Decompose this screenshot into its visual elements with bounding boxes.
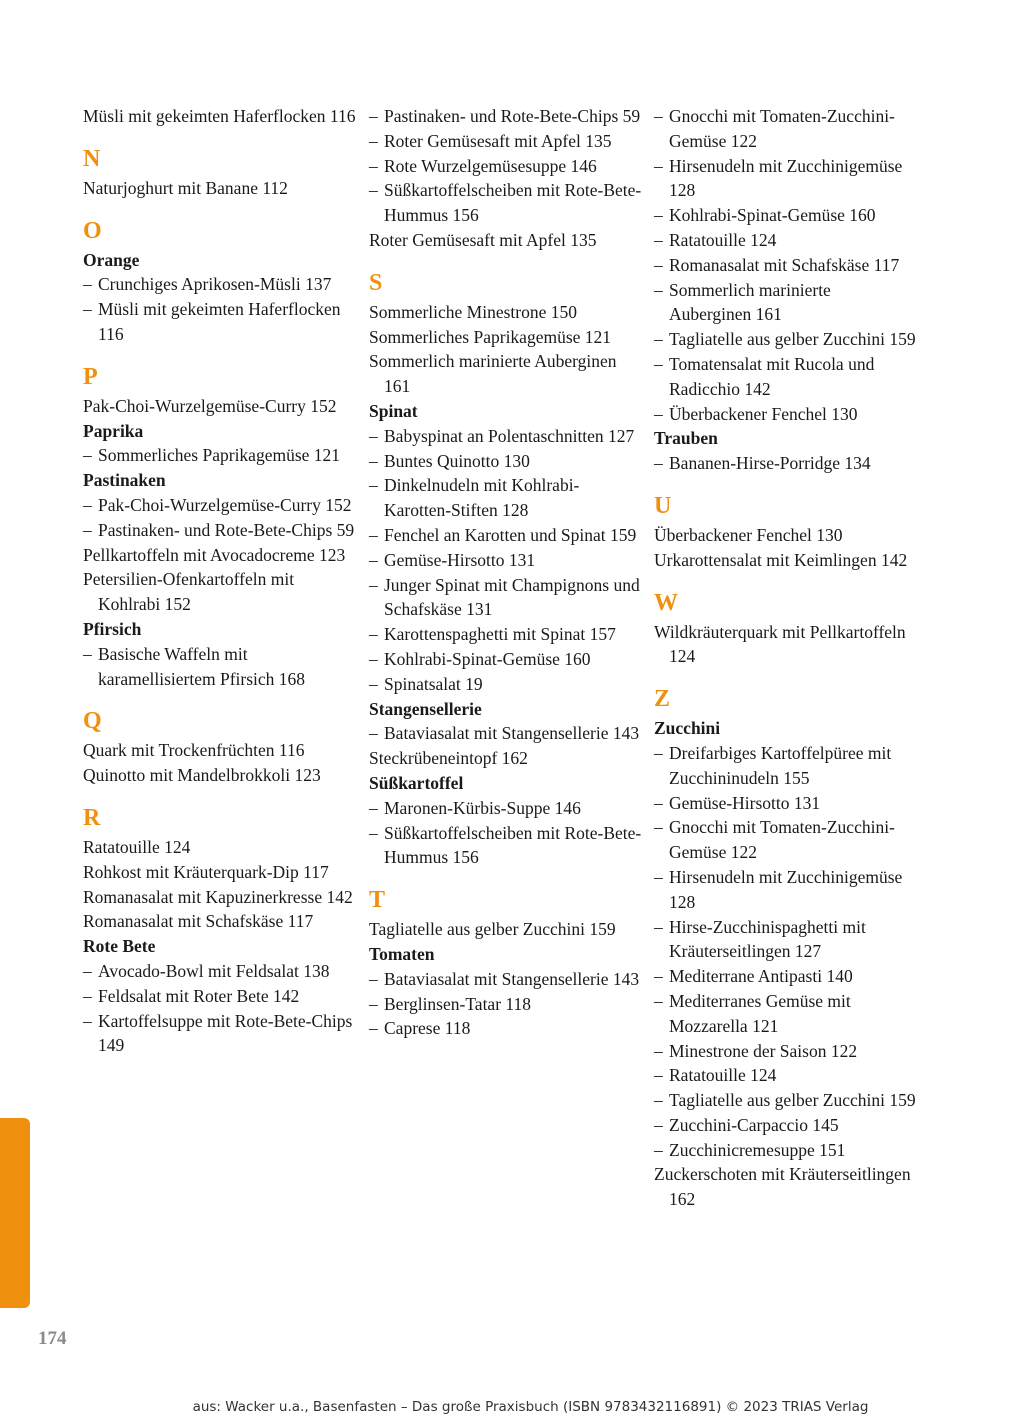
index-subentry: [654, 865, 916, 915]
index-letter: [654, 684, 916, 714]
index-text: Süßkartoffel: [369, 772, 464, 793]
index-text: Mediterrane Antipasti 140: [669, 966, 853, 987]
index-text: Naturjoghurt mit Banane 112: [83, 177, 288, 198]
index-subentry: [83, 984, 359, 1009]
index-subentry: [654, 741, 916, 791]
index-text: Bananen-Hirse-Porridge 134: [669, 453, 871, 474]
index-text: Sommerlich marinierte Auberginen 161: [669, 279, 831, 325]
page-number: 174: [38, 1328, 67, 1349]
index-text: Stangensellerie: [369, 698, 482, 719]
index-text: Quinotto mit Mandelbrokkoli 123: [83, 765, 321, 786]
dash-marker: –: [654, 1090, 663, 1111]
index-text: Ratatouille 124: [669, 229, 777, 250]
index-text: Kohlrabi-Spinat-Gemüse 160: [669, 205, 876, 226]
dash-marker: –: [369, 475, 378, 496]
dash-marker: –: [654, 254, 663, 275]
index-keyword: [369, 942, 645, 967]
index-entry: [83, 738, 359, 763]
index-letter: [369, 268, 645, 298]
index-text: Dinkelnudeln mit Kohlrabi-Karotten-Stiften 128: [384, 475, 580, 521]
dash-marker: –: [83, 494, 92, 515]
dash-marker: –: [654, 792, 663, 813]
index-text: Überbackener Fenchel 130: [654, 524, 843, 545]
dash-marker: –: [369, 993, 378, 1014]
index-subentry: [369, 622, 645, 647]
index-entry: [654, 620, 916, 670]
index-text: Rohkost mit Kräuterquark-Dip 117: [83, 861, 329, 882]
index-text: Paprika: [83, 420, 144, 441]
dash-marker: –: [83, 445, 92, 466]
index-subentry: [83, 518, 359, 543]
index-subentry: [83, 493, 359, 518]
index-keyword: [369, 697, 645, 722]
index-text: Avocado-Bowl mit Feldsalat 138: [98, 960, 330, 981]
index-text: Müsli mit gekeimten Haferflocken 116: [98, 299, 341, 344]
index-text: Romanasalat mit Schafskäse 117: [669, 254, 900, 275]
dash-marker: –: [654, 1065, 663, 1086]
index-text: Tomaten: [369, 943, 435, 964]
index-entry: [83, 835, 359, 860]
index-subentry: [654, 989, 916, 1039]
index-subentry: [654, 1138, 916, 1163]
index-entry: [369, 746, 645, 771]
index-text: Gnocchi mit Tomaten-Zucchini-Gemüse 122: [669, 106, 895, 151]
index-subentry: [654, 791, 916, 816]
index-text: Sommerliche Minestrone 150: [369, 301, 578, 322]
index-text: Hirsenudeln mit Zucchinigemüse 128: [669, 866, 903, 912]
index-subentry: [369, 796, 645, 821]
index-subentry: [369, 104, 645, 129]
index-text: R: [83, 804, 101, 831]
index-text: Pfirsich: [83, 618, 142, 639]
index-text: Crunchiges Aprikosen-Müsli 137: [98, 274, 332, 295]
index-text: Pellkartoffeln mit Avocadocreme 123: [83, 544, 346, 565]
index-subentry: [83, 959, 359, 984]
index-text: Müsli mit gekeimten Haferflocken 116: [83, 106, 356, 126]
index-text: Spinat: [369, 400, 418, 421]
index-text: Junger Spinat mit Champignons und Schafskäse 131: [384, 574, 640, 620]
dash-marker: –: [369, 648, 378, 669]
index-subentry: [369, 821, 645, 871]
index-text: Steckrübeneintopf 162: [369, 748, 528, 769]
index-text: W: [654, 589, 678, 616]
index-subentry: [654, 352, 916, 402]
index-letter: [83, 144, 359, 174]
index-text: Überbackener Fenchel 130: [669, 403, 858, 424]
dash-marker: –: [654, 205, 663, 226]
dash-marker: –: [654, 106, 663, 126]
dash-marker: –: [369, 822, 378, 843]
index-text: Pastinaken- und Rote-Bete-Chips 59: [384, 106, 641, 126]
index-letter: [369, 885, 645, 915]
index-subentry: [369, 1016, 645, 1041]
index-entry: [83, 909, 359, 934]
index-text: Süßkartoffelscheiben mit Rote-Bete-Hummus 156: [384, 822, 642, 868]
index-text: Ratatouille 124: [669, 1065, 777, 1086]
section-tab: [0, 1118, 30, 1308]
index-text: Tagliatelle aus gelber Zucchini 159: [669, 1090, 916, 1111]
dash-marker: –: [654, 353, 663, 374]
index-letter: [654, 588, 916, 618]
index-subentry: [83, 443, 359, 468]
index-text: Zucchinicremesuppe 151: [669, 1139, 846, 1160]
index-text: Zuckerschoten mit Kräuterseitlingen 162: [654, 1164, 911, 1210]
index-subentry: [654, 1039, 916, 1064]
index-entry: [83, 763, 359, 788]
index-text: Minestrone der Saison 122: [669, 1040, 858, 1061]
index-text: Roter Gemüsesaft mit Apfel 135: [384, 130, 612, 151]
index-subentry: [654, 1088, 916, 1113]
index-subentry: [369, 573, 645, 623]
dash-marker: –: [369, 524, 378, 545]
dash-marker: –: [654, 916, 663, 937]
index-entry: [83, 104, 359, 129]
dash-marker: –: [654, 155, 663, 176]
index-text: Kartoffelsuppe mit Rote-Bete-Chips 149: [98, 1010, 353, 1056]
dash-marker: –: [654, 742, 663, 763]
index-subentry: [654, 154, 916, 204]
dash-marker: –: [654, 990, 663, 1011]
dash-marker: –: [654, 866, 663, 887]
dash-marker: –: [369, 106, 378, 126]
index-text: N: [83, 145, 101, 172]
index-text: O: [83, 217, 102, 244]
index-text: Gemüse-Hirsotto 131: [669, 792, 821, 813]
index-subentry: [369, 721, 645, 746]
index-subentry: [369, 424, 645, 449]
index-text: Hirse-Zucchinispaghetti mit Kräuterseitlingen 127: [669, 916, 866, 962]
index-text: Pak-Choi-Wurzelgemüse-Curry 152: [98, 494, 352, 515]
dash-marker: –: [369, 968, 378, 989]
index-text: Quark mit Trockenfrüchten 116: [83, 740, 305, 761]
index-text: Zucchini-Carpaccio 145: [669, 1114, 839, 1135]
index-text: Dreifarbiges Kartoffelpüree mit Zucchininudeln 155: [669, 742, 892, 788]
dash-marker: –: [369, 130, 378, 151]
index-text: P: [83, 363, 98, 390]
index-subentry: [369, 129, 645, 154]
index-text: Wildkräuterquark mit Pellkartoffeln 124: [654, 621, 906, 667]
index-subentry: [369, 154, 645, 179]
index-entry: [654, 548, 916, 573]
index-subentry: [654, 964, 916, 989]
index-entry: [369, 300, 645, 325]
index-text: Caprese 118: [384, 1018, 471, 1039]
index-subentry: [369, 967, 645, 992]
index-subentry: [654, 327, 916, 352]
index-subentry: [654, 915, 916, 965]
index-text: Maronen-Kürbis-Suppe 146: [384, 797, 581, 818]
index-column-1: [83, 104, 359, 1058]
index-text: Zucchini: [654, 718, 721, 739]
index-entry: [369, 228, 645, 253]
dash-marker: –: [654, 1114, 663, 1135]
index-text: Trauben: [654, 428, 718, 449]
index-text: Berglinsen-Tatar 118: [384, 993, 531, 1014]
index-subentry: [654, 451, 916, 476]
index-subentry: [654, 203, 916, 228]
index-text: Basische Waffeln mit karamellisiertem Pfirsich 168: [98, 643, 306, 689]
index-letter: [83, 216, 359, 246]
index-text: Pastinaken- und Rote-Bete-Chips 59: [98, 519, 355, 540]
index-text: Tagliatelle aus gelber Zucchini 159: [669, 329, 916, 350]
index-text: Spinatsalat 19: [384, 673, 483, 694]
index-keyword: [654, 716, 916, 741]
index-text: Ratatouille 124: [83, 836, 191, 857]
index-text: Z: [654, 686, 671, 713]
dash-marker: –: [369, 797, 378, 818]
index-subentry: [369, 523, 645, 548]
dash-marker: –: [654, 1139, 663, 1160]
index-keyword: [369, 771, 645, 796]
index-entry: [654, 523, 916, 548]
index-text: Roter Gemüsesaft mit Apfel 135: [369, 229, 597, 250]
dash-marker: –: [369, 574, 378, 595]
index-text: Gemüse-Hirsotto 131: [384, 549, 536, 570]
index-text: Gnocchi mit Tomaten-Zucchini-Gemüse 122: [669, 817, 895, 863]
dash-marker: –: [83, 519, 92, 540]
index-text: Karottenspaghetti mit Spinat 157: [384, 624, 616, 645]
index-text: S: [369, 269, 383, 296]
index-text: Bataviasalat mit Stangensellerie 143: [384, 968, 640, 989]
index-letter: [83, 803, 359, 833]
index-entry: [83, 860, 359, 885]
dash-marker: –: [369, 624, 378, 645]
index-entry: [83, 176, 359, 201]
index-keyword: [83, 617, 359, 642]
dash-marker: –: [369, 1018, 378, 1039]
index-text: Rote Wurzelgemüsesuppe 146: [384, 155, 597, 176]
index-text: Babyspinat an Polentaschnitten 127: [384, 425, 635, 446]
index-text: Sommerliches Paprikagemüse 121: [98, 445, 341, 466]
dash-marker: –: [369, 549, 378, 570]
dash-marker: –: [654, 817, 663, 838]
dash-marker: –: [369, 450, 378, 471]
footer-citation: aus: Wacker u.a., Basenfasten – Das große Praxisbuch (ISBN 9783432116891) © 2023 TRIAS Verlag: [192, 1399, 869, 1415]
index-subentry: [369, 992, 645, 1017]
index-subentry: [369, 672, 645, 697]
index-entry: [83, 885, 359, 910]
index-subentry: [369, 449, 645, 474]
index-entry: [83, 543, 359, 568]
index-text: U: [654, 492, 672, 519]
index-text: Q: [83, 708, 102, 735]
dash-marker: –: [83, 643, 92, 664]
dash-marker: –: [654, 329, 663, 350]
index-subentry: [654, 1113, 916, 1138]
index-subentry: [83, 642, 359, 692]
index-text: Sommerliches Paprikagemüse 121: [369, 326, 612, 347]
dash-marker: –: [369, 425, 378, 446]
dash-marker: –: [654, 229, 663, 250]
index-text: Orange: [83, 249, 140, 270]
index-subentry: [654, 228, 916, 253]
dash-marker: –: [83, 960, 92, 981]
index-keyword: [369, 399, 645, 424]
dash-marker: –: [369, 723, 378, 744]
index-letter: [83, 706, 359, 736]
index-subentry: [369, 548, 645, 573]
index-entry: [83, 394, 359, 419]
index-keyword: [83, 419, 359, 444]
index-text: Urkarottensalat mit Keimlingen 142: [654, 549, 908, 570]
index-text: Feldsalat mit Roter Bete 142: [98, 985, 300, 1006]
index-entry: [369, 325, 645, 350]
dash-marker: –: [369, 673, 378, 694]
index-keyword: [83, 248, 359, 273]
index-keyword: [83, 934, 359, 959]
index-subentry: [83, 272, 359, 297]
index-text: T: [369, 887, 386, 914]
index-text: Petersilien-Ofenkartoffeln mit Kohlrabi 152: [83, 569, 295, 615]
index-text: Romanasalat mit Schafskäse 117: [83, 911, 314, 932]
index-subentry: [654, 253, 916, 278]
index-column-3: [654, 104, 916, 1212]
index-text: Mediterranes Gemüse mit Mozzarella 121: [669, 990, 851, 1036]
index-text: Tagliatelle aus gelber Zucchini 159: [369, 919, 616, 940]
dash-marker: –: [83, 1010, 92, 1031]
index-text: Rote Bete: [83, 936, 156, 957]
index-text: Süßkartoffelscheiben mit Rote-Bete-Hummus 156: [384, 180, 642, 226]
index-subentry: [369, 473, 645, 523]
dash-marker: –: [654, 279, 663, 300]
dash-marker: –: [654, 453, 663, 474]
index-subentry: [83, 1009, 359, 1059]
index-subentry: [83, 297, 359, 347]
index-keyword: [83, 468, 359, 493]
dash-marker: –: [83, 985, 92, 1006]
index-text: Tomatensalat mit Rucola und Radicchio 142: [669, 353, 875, 399]
index-text: Sommerlich marinierte Auberginen 161: [369, 351, 617, 397]
index-letter: [83, 362, 359, 392]
index-text: Pastinaken: [83, 470, 166, 491]
index-text: Hirsenudeln mit Zucchinigemüse 128: [669, 155, 903, 201]
dash-marker: –: [654, 1040, 663, 1061]
index-text: Bataviasalat mit Stangensellerie 143: [384, 723, 640, 744]
dash-marker: –: [654, 403, 663, 424]
index-entry: [83, 567, 359, 617]
index-letter: [654, 491, 916, 521]
dash-marker: –: [654, 966, 663, 987]
index-text: Buntes Quinotto 130: [384, 450, 530, 471]
dash-marker: –: [369, 155, 378, 176]
dash-marker: –: [83, 274, 92, 295]
index-entry: [369, 917, 645, 942]
index-entry: [369, 349, 645, 399]
index-text: Pak-Choi-Wurzelgemüse-Curry 152: [83, 395, 337, 416]
index-subentry: [654, 815, 916, 865]
index-subentry: [654, 278, 916, 328]
index-keyword: [654, 426, 916, 451]
index-subentry: [654, 1063, 916, 1088]
dash-marker: –: [83, 299, 92, 320]
index-subentry: [369, 178, 645, 228]
index-subentry: [369, 647, 645, 672]
index-subentry: [654, 402, 916, 427]
dash-marker: –: [369, 180, 378, 201]
index-column-2: [369, 104, 645, 1041]
index-text: Romanasalat mit Kapuzinerkresse 142: [83, 886, 353, 907]
index-subentry: [654, 104, 916, 154]
index-entry: [654, 1162, 916, 1212]
index-text: Fenchel an Karotten und Spinat 159: [384, 524, 637, 545]
index-text: Kohlrabi-Spinat-Gemüse 160: [384, 648, 591, 669]
